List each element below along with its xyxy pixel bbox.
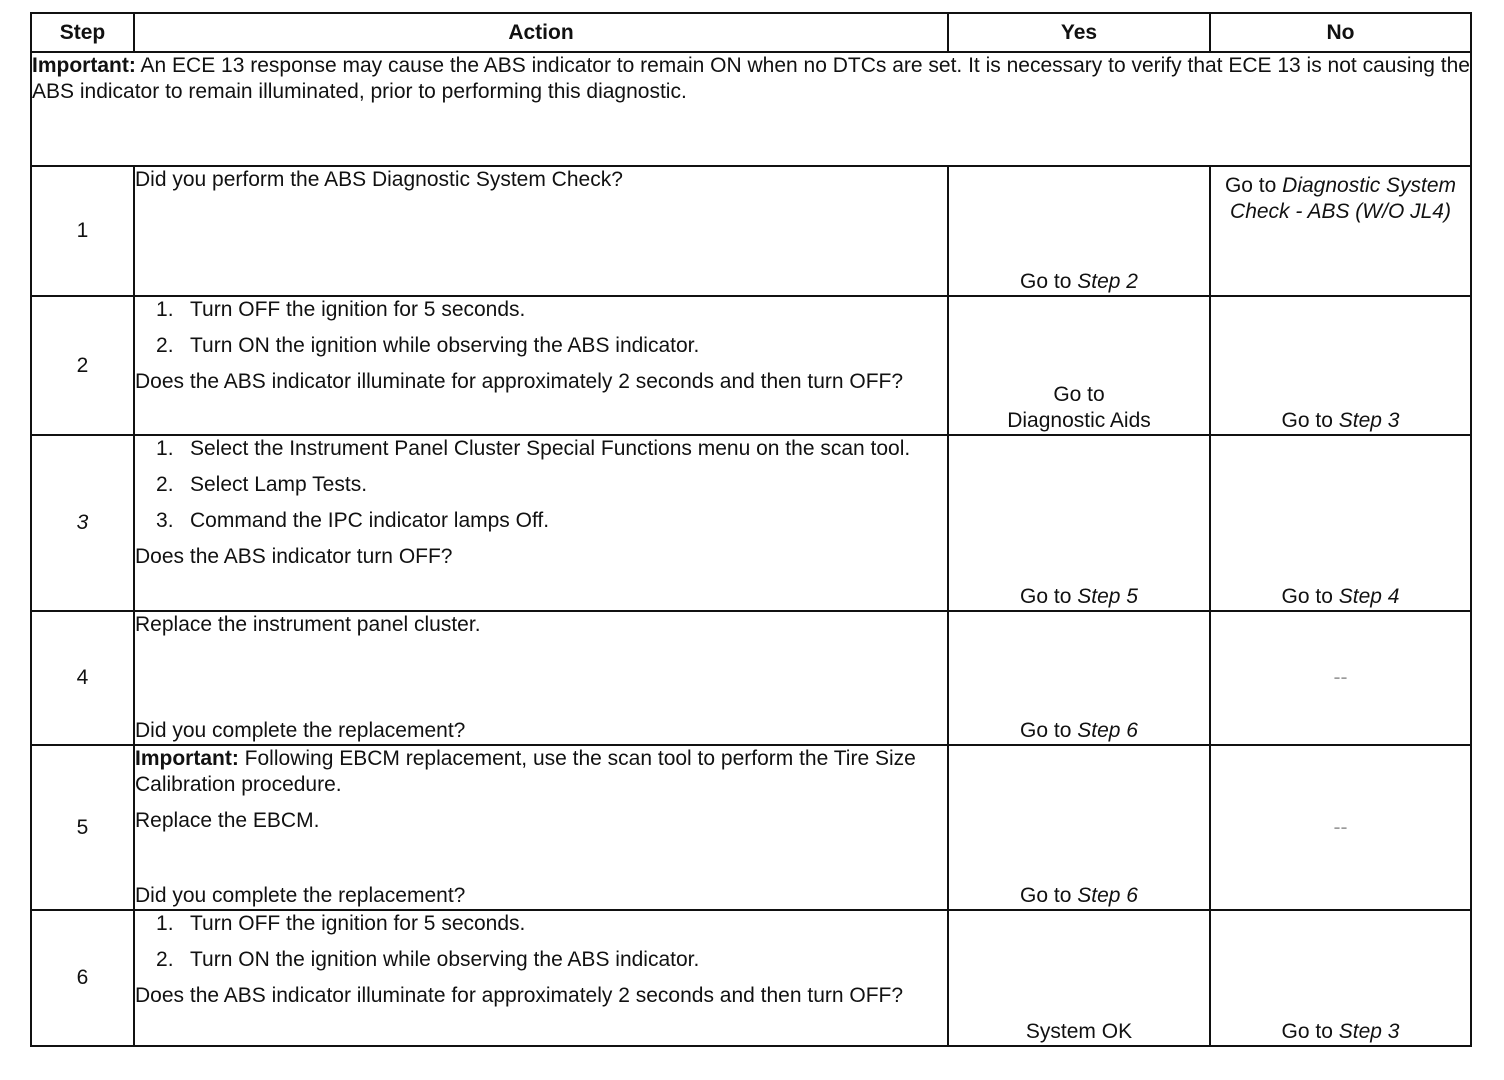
yes-step-reference: Step 5 xyxy=(1077,585,1138,608)
yes-step-reference: Diagnostic Aids xyxy=(1007,409,1151,432)
step-question: Does the ABS indicator turn OFF? xyxy=(135,545,453,568)
yes-result xyxy=(948,611,1210,745)
diagnostic-table xyxy=(30,12,1472,1047)
important-note-label: Important: xyxy=(32,54,136,77)
yes-result xyxy=(948,745,1210,910)
important-note-text: An ECE 13 response may cause the ABS indicator to remain ON when no DTCs are set. It is necessary to verify that ECE 13 is not causing the ABS indicator to remain illuminated, prior to performing this diagnostic. xyxy=(32,54,1470,103)
step-important-label: Important: xyxy=(135,747,239,770)
no-result xyxy=(1210,435,1471,611)
header-row xyxy=(31,13,1471,52)
yes-prefix: Go to xyxy=(1053,383,1105,406)
step-action xyxy=(134,435,948,611)
yes-prefix: Go to xyxy=(1020,884,1072,907)
header-action: Action xyxy=(134,13,948,52)
no-prefix: Go to xyxy=(1281,585,1333,608)
no-result xyxy=(1210,296,1471,435)
step-instruction: Replace the EBCM. xyxy=(135,809,320,832)
no-prefix: Go to xyxy=(1281,1020,1333,1043)
important-note-row xyxy=(31,52,1471,166)
step-question: Did you complete the replacement? xyxy=(135,884,466,907)
table-row-step-2 xyxy=(31,296,1471,435)
no-result-dash: -- xyxy=(1333,815,1348,839)
substep-item: Turn ON the ignition while observing the ABS indicator. xyxy=(190,334,700,357)
no-result-dash: -- xyxy=(1333,666,1348,689)
step-number: 2 xyxy=(31,296,134,435)
yes-result-text: System OK xyxy=(1025,1020,1133,1043)
yes-prefix: Go to xyxy=(1020,719,1072,742)
step-number: 6 xyxy=(31,910,134,1046)
yes-step-reference: Step 6 xyxy=(1077,884,1138,907)
yes-step-reference: Step 6 xyxy=(1077,719,1138,742)
table-row-step-5 xyxy=(31,745,1471,910)
table-row-step-6 xyxy=(31,910,1471,1046)
substep-list xyxy=(135,297,947,369)
step-number: 1 xyxy=(31,166,134,296)
yes-result xyxy=(948,166,1210,296)
no-step-reference: Step 3 xyxy=(1338,409,1400,432)
no-step-reference: Diagnostic System Check - ABS (W/O JL4) xyxy=(1230,174,1457,223)
step-question: Did you perform the ABS Diagnostic System Check? xyxy=(135,168,623,191)
step-action xyxy=(134,745,948,910)
substep-item: Turn OFF the ignition for 5 seconds. xyxy=(190,298,526,321)
header-yes: Yes xyxy=(948,13,1210,52)
no-step-reference: Step 4 xyxy=(1338,585,1400,608)
substep-item: Turn OFF the ignition for 5 seconds. xyxy=(190,912,526,935)
step-question: Does the ABS indicator illuminate for approximately 2 seconds and then turn OFF? xyxy=(135,370,904,393)
step-number: 5 xyxy=(31,745,134,910)
yes-result xyxy=(948,435,1210,611)
important-note xyxy=(31,52,1471,166)
table-row-step-4 xyxy=(31,611,1471,745)
step-action xyxy=(134,296,948,435)
step-action xyxy=(134,611,948,745)
substep-list xyxy=(135,911,947,983)
yes-prefix: Go to xyxy=(1020,585,1072,608)
step-number: 4 xyxy=(31,611,134,745)
step-instruction: Replace the instrument panel cluster. xyxy=(135,613,481,636)
no-result xyxy=(1210,745,1471,910)
no-result xyxy=(1210,611,1471,745)
no-result xyxy=(1210,910,1471,1046)
step-number: 3 xyxy=(31,435,134,611)
substep-item: Select Lamp Tests. xyxy=(190,473,368,496)
yes-result xyxy=(948,910,1210,1046)
step-question: Did you complete the replacement? xyxy=(135,719,466,742)
no-prefix: Go to xyxy=(1224,174,1277,197)
no-result xyxy=(1210,166,1471,296)
substep-item: Command the IPC indicator lamps Off. xyxy=(190,509,550,532)
table-row-step-1 xyxy=(31,166,1471,296)
substep-list xyxy=(135,436,947,544)
no-step-reference: Step 3 xyxy=(1338,1020,1400,1043)
substep-item: Turn ON the ignition while observing the ABS indicator. xyxy=(190,948,700,971)
header-step: Step xyxy=(31,13,134,52)
yes-step-reference: Step 2 xyxy=(1077,270,1138,293)
yes-result xyxy=(948,296,1210,435)
step-important-note xyxy=(135,746,947,798)
step-action xyxy=(134,166,948,296)
substep-item: Select the Instrument Panel Cluster Special Functions menu on the scan tool. xyxy=(190,437,911,460)
no-prefix: Go to xyxy=(1281,409,1333,432)
yes-prefix: Go to xyxy=(1020,270,1072,293)
step-question: Does the ABS indicator illuminate for approximately 2 seconds and then turn OFF? xyxy=(135,984,904,1007)
table-row-step-3 xyxy=(31,435,1471,611)
header-no: No xyxy=(1210,13,1471,52)
step-important-text: Following EBCM replacement, use the scan tool to perform the Tire Size Calibration procedure. xyxy=(135,747,916,796)
step-action xyxy=(134,910,948,1046)
